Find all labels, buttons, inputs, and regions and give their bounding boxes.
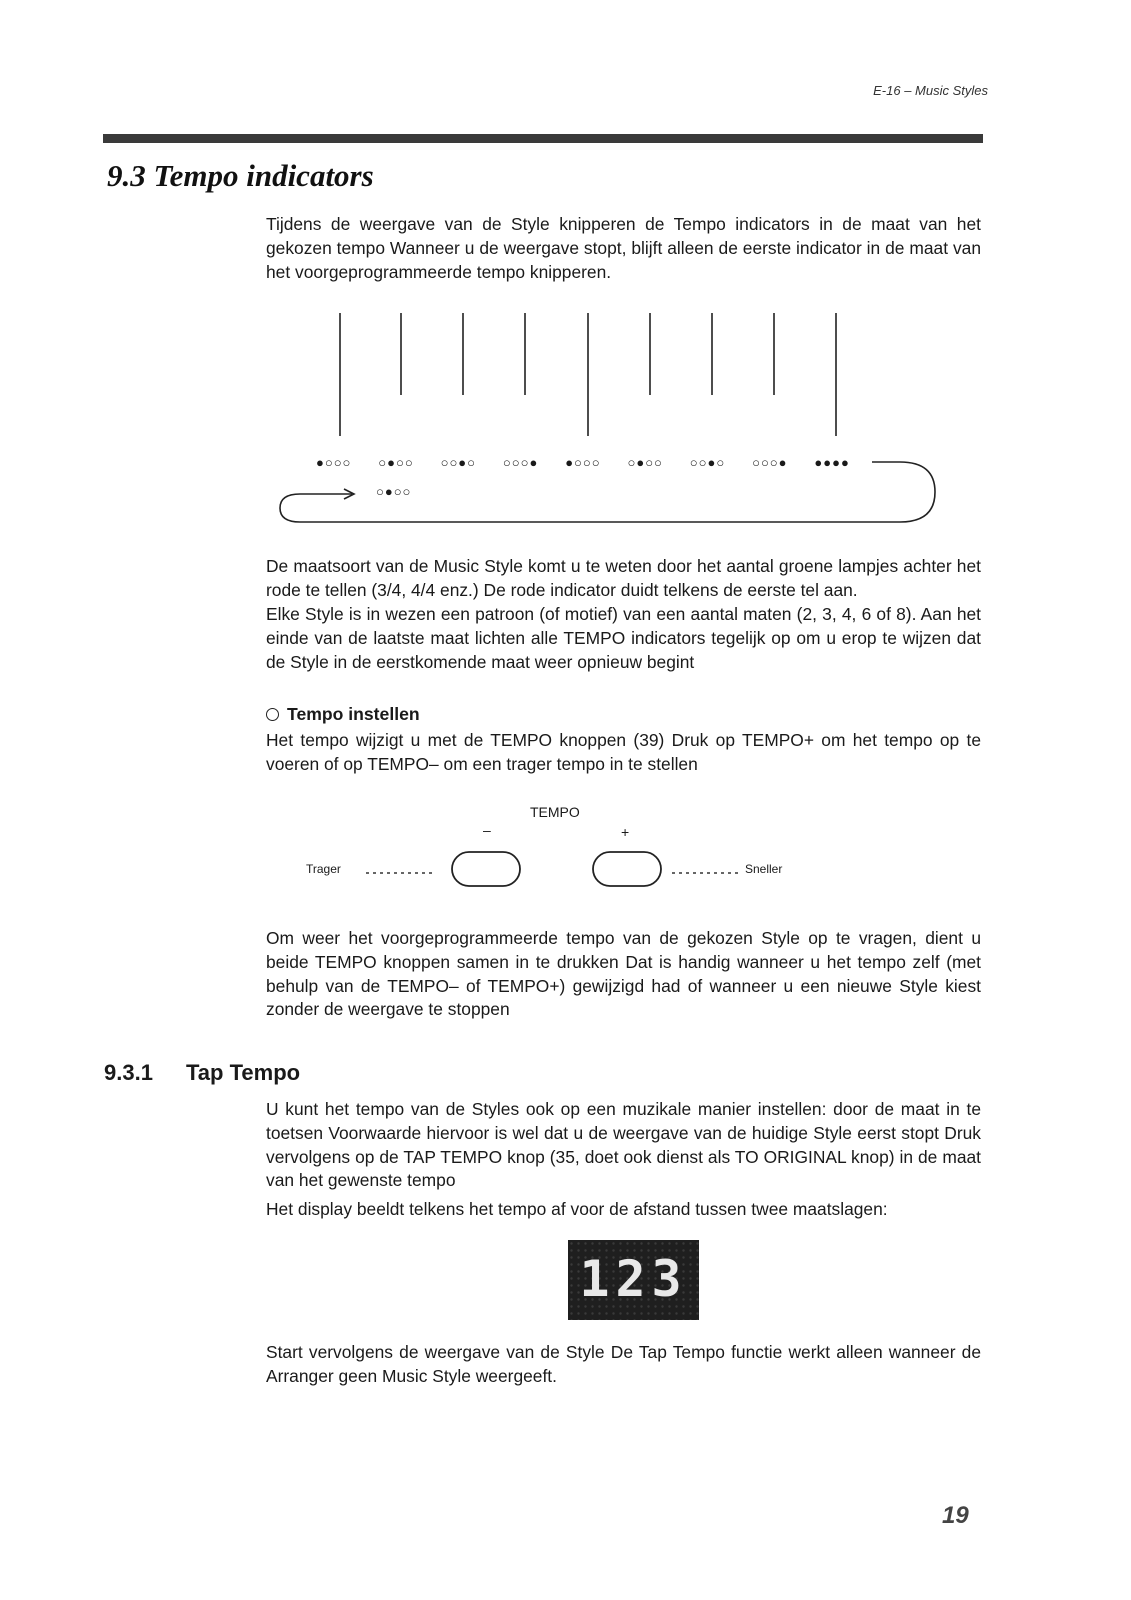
tempo-minus-label: – — [483, 822, 491, 838]
indicator-group: ○○●○ — [440, 455, 477, 470]
subheading-text: Tempo instellen — [287, 704, 420, 724]
paragraph-tap-intro: U kunt het tempo van de Styles ook op een muzikale manier instellen: door de maat in te toetsen Voorwaarde hiervoor is wel dat u de weergave van de huidige Style eerst stopt Druk vervolgens op de TAP TEMPO knop (35, doet ook dienst als TO ORIGINAL knop) in de maat van het gewenste tempo — [266, 1099, 981, 1191]
indicator-group: ○○○● — [502, 455, 539, 470]
indicator-group: ●○○○ — [316, 455, 352, 470]
tempo-minus-button-icon — [452, 852, 520, 886]
loop-indicator-group: ○●○○ — [376, 484, 412, 499]
subsection-number: 9.3.1 — [104, 1060, 153, 1085]
trager-label: Trager — [306, 862, 341, 876]
sneller-label: Sneller — [745, 862, 783, 876]
paragraph-tempo-set: Het tempo wijzigt u met de TEMPO knoppen (39) Druk op TEMPO+ om het tempo op te voeren of op TEMPO– om een trager tempo in te stellen — [266, 730, 981, 774]
paragraph-tap-start: Start vervolgens de weergave van de Style De Tap Tempo functie werkt alleen wanneer de Arranger geen Music Style weergeeft. — [266, 1342, 981, 1386]
indicator-group: ○○○● — [752, 455, 788, 470]
paragraph-meter: De maatsoort van de Music Style komt u te weten door het aantal groene lampjes achter het rode te tellen (3/4, 4/4 enz.) De rode indicator duidt telkens de eerste tel aan. — [266, 556, 981, 600]
paragraph-recall: Om weer het voorgeprogrammeerde tempo van de gekozen Style op te vragen, dient u beide TEMPO knoppen samen in te drukken Dat is handig wanneer u het tempo zelf (met behulp van de TEMPO– of TEMPO+) gewijzigd had of wanneer u een nieuwe Style kiest zonder de weergave te stoppen — [266, 928, 981, 1020]
subsection-title: Tap Tempo — [186, 1060, 301, 1085]
indicator-group: ●○○○ — [565, 455, 601, 470]
tempo-diagram-title: TEMPO — [530, 804, 580, 820]
paragraph-tap-display: Het display beeldt telkens het tempo af voor de afstand tussen twee maatslagen: — [266, 1199, 888, 1219]
indicator-group: ○●○○ — [627, 455, 663, 470]
indicator-group: ○●○○ — [378, 455, 414, 470]
section-title: 9.3 Tempo indicators — [107, 158, 374, 193]
indicator-group: ○○●○ — [689, 455, 726, 470]
tempo-plus-button-icon — [593, 852, 661, 886]
page-number: 19 — [942, 1502, 969, 1529]
paragraph-intro: Tijdens de weergave van de Style knipperen de Tempo indicators in de maat van het gekozen tempo Wanneer u de weergave stopt, blijft alleen de eerste indicator in de maat van het voorgeprogrammeerde tempo knipperen. — [266, 214, 981, 282]
tempo-plus-label: + — [621, 824, 630, 840]
indicator-group: ●●●● — [814, 455, 850, 470]
paragraph-pattern: Elke Style is in wezen een patroon (of motief) van een aantal maten (2, 3, 4, 6 of 8). Aan het einde van de laatste maat lichten alle TEMPO indicators tegelijk op om u erop te wijzen dat de Style in de eerstkomende maat weer opnieuw begint — [266, 604, 981, 672]
tempo-display — [568, 1240, 699, 1320]
running-head: E-16 – Music Styles — [873, 83, 988, 98]
tempo-display-value: 123 — [579, 1250, 688, 1308]
